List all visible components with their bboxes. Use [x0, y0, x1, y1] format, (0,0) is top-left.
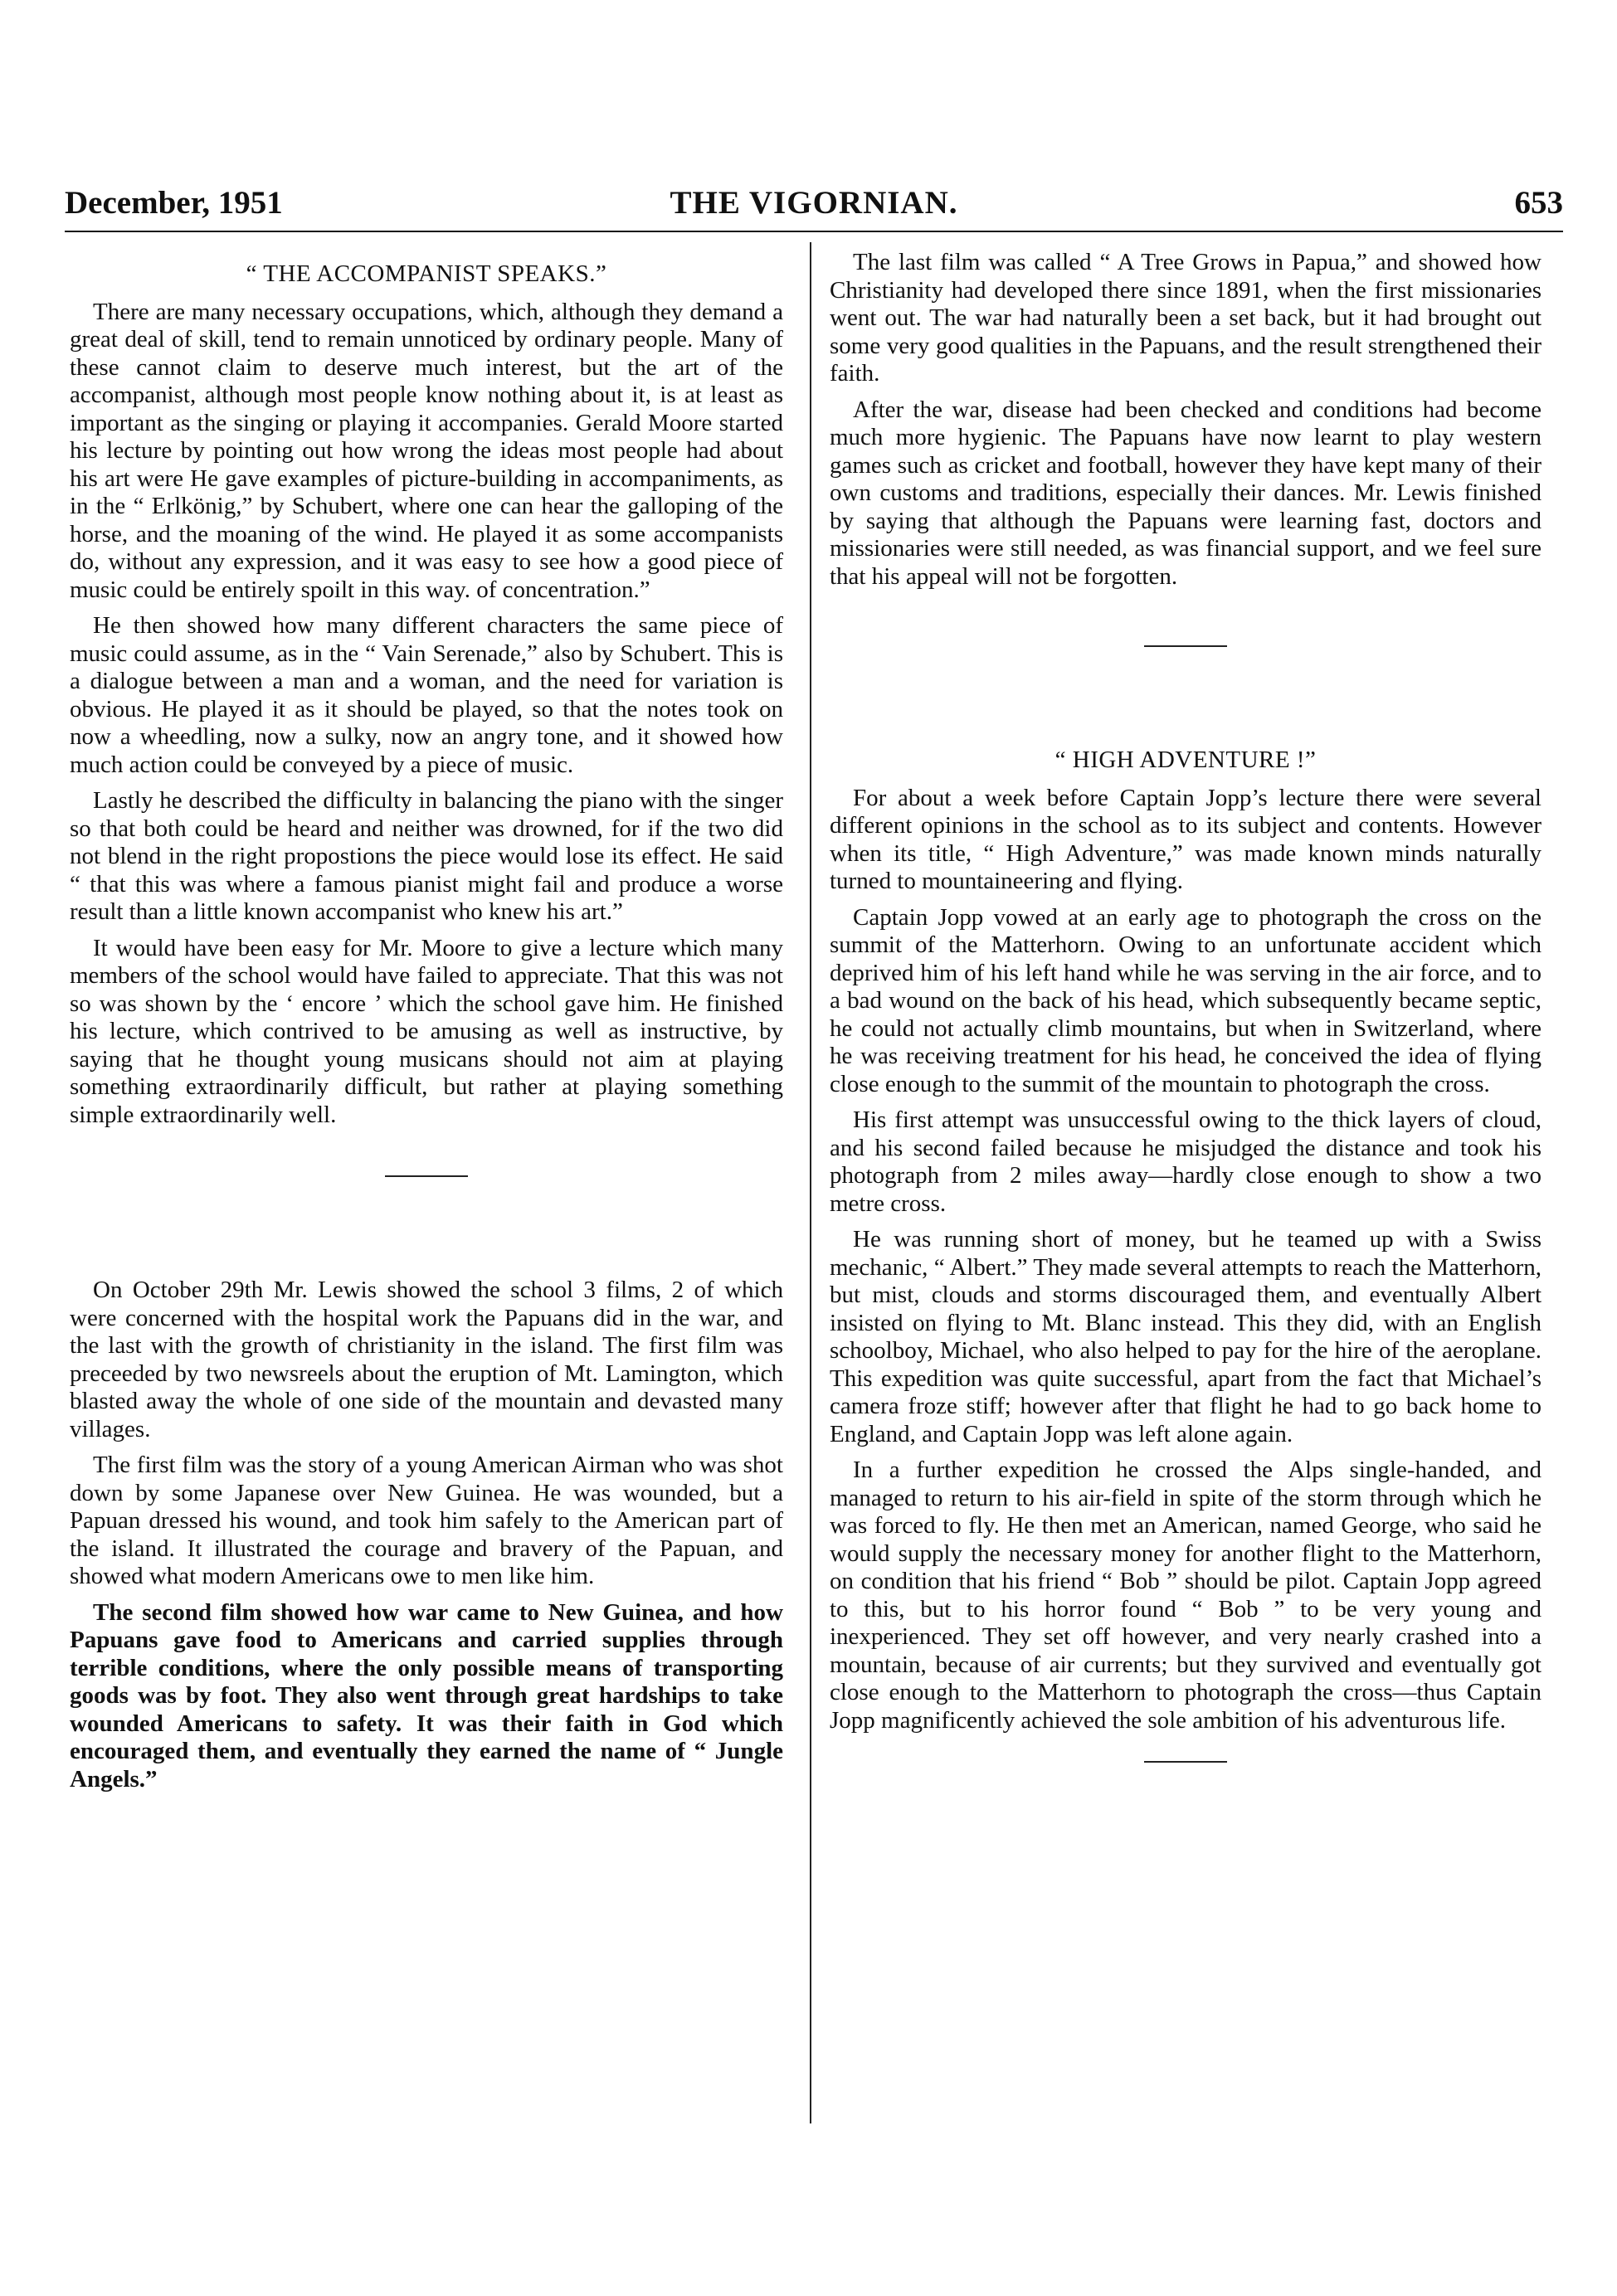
paragraph: For about a week before Captain Jopp’s lecture there were several different opinions in the school as to its subject and contents. However when its title, “ High Adventure,” was made known minds naturally turned to mountaineering and flying.	[830, 784, 1542, 894]
header-rule	[65, 231, 1563, 232]
article-title-accompanist: “ THE ACCOMPANIST SPEAKS.”	[246, 260, 607, 287]
paragraph: The second film showed how war came to New Guinea, and how Papuans gave food to Americans and carried supplies through terrible conditions, where the only possible means of transporting goods was by foot. They also went through great hardships to take wounded Americans to safety. It was their faith in God which encouraged them, and eventually they earned the name of “ Jungle Angels.”	[70, 1598, 783, 1793]
paragraph: It would have been easy for Mr. Moore to give a lecture which many members of the school would have failed to appreciate. That this was not so was shown by the ‘ encore ’ which the school gave him. He finished his lecture, which contrived to be amusing as well as instructive, by saying that he thought young musicans should not aim at playing something extraordinarily difficult, but rather at playing something simple extraordinarily well.	[70, 934, 783, 1128]
article-title-high-adventure: “ HIGH ADVENTURE !”	[1054, 747, 1317, 773]
paragraph: On October 29th Mr. Lewis showed the school 3 films, 2 of which were concerned with the hospital work the Papuans did in the war, and the last with the growth of christianity in the island. The first film was preceeded by two newsreels about the eruption of Mt. Lamington, which blasted away the whole of one side of the mountain and devasted many villages.	[70, 1277, 783, 1442]
paragraph: After the war, disease had been checked and conditions had become much more hygienic. The Papuans have now learnt to play western games such as cricket and football, however they have kept many of their own customs and traditions, especially their dances. Mr. Lewis finished by saying that although the Papuans were learning fast, doctors and missionaries were still needed, as was financial support, and we feel sure that his appeal will not be forgotten.	[830, 396, 1542, 590]
section-separator	[385, 1175, 468, 1177]
paragraph: Lastly he described the difficulty in balancing the piano with the singer so that both could be heard and neither was drowned, for if the two did not blend in the right propostions the piece would lose its effect. He said “ that this was where a famous pianist might fail and produce a worse result than a little known accompanist who knew his art.”	[70, 787, 783, 925]
column-divider	[810, 242, 811, 2123]
right-column	[830, 249, 1542, 1763]
paragraph: The first film was the story of a young American Airman who was shot down by some Japanese over New Guinea. He was wounded, but a Papuan dressed his wound, and took him safely to the American part of the island. It illustrated the courage and bravery of the Papuan, and showed what modern Americans owe to men like him.	[70, 1452, 783, 1589]
paragraph: He then showed how many different characters the same piece of music could assume, as in the “ Vain Serenade,” also by Schubert. This is a dialogue between a man and a woman, and the need for variation is obvious. He played it as it should be played, so that the notes took on now a wheedling, now a sulky, now an angry tone, and it showed how much action could be conveyed by a piece of music.	[70, 612, 783, 778]
section-separator	[1144, 1761, 1227, 1763]
publication-title: THE VIGORNIAN.	[670, 185, 958, 221]
paragraph: In a further expedition he crossed the Alps single-handed, and managed to return to his air-field in spite of the storm through which he was forced to fly. He then met an American, named George, who said he would supply the necessary money for another flight to the Matterhorn, on condition that his friend “ Bob ” should be pilot. Captain Jopp agreed to this, but to his horror found “ Bob ” to be very young and inexperienced. They set off however, and very nearly crashed into a mountain, because of air currents; but they survived and eventually got close enough to the Matterhorn to photograph the cross—thus Captain Jopp magnificently achieved the sole ambition of his adventurous life.	[830, 1457, 1542, 1734]
section-separator	[1144, 645, 1227, 647]
left-column	[70, 249, 783, 1802]
page-number: 653	[1514, 185, 1563, 221]
paragraph: There are many necessary occupations, which, although they demand a great deal of skill, tend to remain unnoticed by ordinary people. Many of these cannot claim to deserve much interest, but the art of the accompanist, although most people know nothing about it, is at least as important as the singing or playing it accompanies. Gerald Moore started his lecture by pointing out how wrong the ideas most people had about his art were He gave examples of picture-building in accompaniments, as in the “ Erlkönig,” by Schubert, where one can hear the galloping of the horse, and the moaning of the wind. He played it as some accompanists do, without any expression, and it was easy to see how a good piece of music could be entirely spoilt in this way. of concentration.”	[70, 298, 783, 603]
paragraph: The last film was called “ A Tree Grows in Papua,” and showed how Christianity had developed there since 1891, when the first missionaries went out. The war had naturally been a set back, but it had brought out some very good qualities in the Papuans, and the result strengthened their faith.	[830, 249, 1542, 387]
issue-date: December, 1951	[65, 185, 283, 221]
paragraph: He was running short of money, but he teamed up with a Swiss mechanic, “ Albert.” They made several attempts to reach the Matterhorn, but mist, clouds and storms discouraged them, and eventually Albert insisted on flying to Mt. Blanc instead. This they did, with an English schoolboy, Michael, who also helped to pay for the hire of the aeroplane. This expedition was quite successful, apart from the fact that Michael’s camera froze stiff; however after that flight he had to go back home to England, and Captain Jopp was left alone again.	[830, 1226, 1542, 1447]
page-header	[65, 184, 1563, 227]
paragraph: Captain Jopp vowed at an early age to photograph the cross on the summit of the Matterhorn. Owing to an unfortunate accident which deprived him of his left hand while he was serving in the air force, and to a bad wound on the back of his head, which subsequently became septic, he could not actually climb mountains, but when in Switzerland, where he was receiving treatment for his head, he conceived the idea of flying close enough to the summit of the mountain to photograph the cross.	[830, 903, 1542, 1097]
paragraph: His first attempt was unsuccessful owing to the thick layers of cloud, and his second failed because he misjudged the distance and took his photograph from 2 miles away—hardly close enough to show a two metre cross.	[830, 1107, 1542, 1217]
